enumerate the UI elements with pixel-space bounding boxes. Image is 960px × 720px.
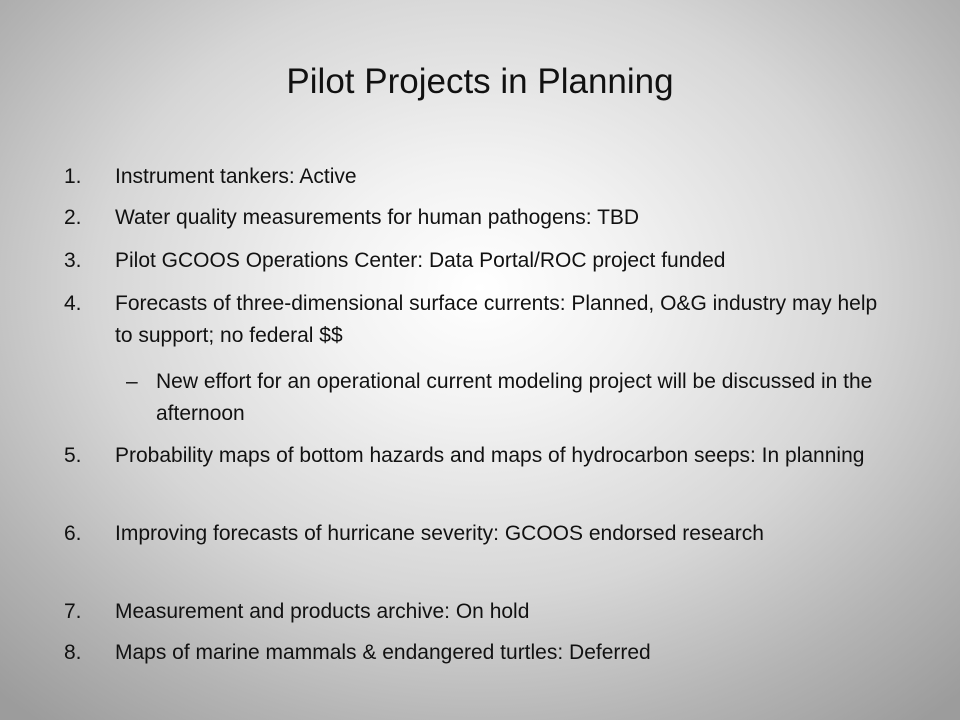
list-item-text: Improving forecasts of hurricane severity: GCOOS endorsed research bbox=[115, 522, 764, 545]
sub-list-item bbox=[126, 366, 906, 430]
list-item bbox=[64, 202, 894, 234]
list-item bbox=[64, 518, 894, 550]
list-item-number: 6. bbox=[64, 522, 82, 545]
list-item-number: 7. bbox=[64, 600, 82, 623]
list-item bbox=[64, 637, 894, 669]
sub-list-item-text: New effort for an operational current modeling project will be discussed in the afternoon bbox=[156, 370, 873, 425]
list-item bbox=[64, 245, 894, 277]
list-item-number: 3. bbox=[64, 249, 82, 272]
list-item-text: Instrument tankers: Active bbox=[115, 165, 357, 188]
list-item-number: 2. bbox=[64, 206, 82, 229]
list-item bbox=[64, 596, 894, 628]
list-item-text: Probability maps of bottom hazards and maps of hydrocarbon seeps: In planning bbox=[115, 444, 865, 467]
slide-title: Pilot Projects in Planning bbox=[286, 62, 674, 101]
list-item-text: Pilot GCOOS Operations Center: Data Portal/ROC project funded bbox=[115, 249, 726, 272]
list-item-number: 8. bbox=[64, 641, 82, 664]
list-item-text: Maps of marine mammals & endangered turtles: Deferred bbox=[115, 641, 651, 664]
list-item-number: 1. bbox=[64, 165, 82, 188]
list-item-text: Water quality measurements for human pathogens: TBD bbox=[115, 206, 640, 229]
list-item-number: 5. bbox=[64, 444, 82, 467]
list-item bbox=[64, 288, 894, 352]
list-item bbox=[64, 161, 894, 193]
dash-bullet: – bbox=[126, 370, 138, 393]
list-item-text: Forecasts of three-dimensional surface currents: Planned, O&G industry may help to support; no federal $$ bbox=[115, 292, 878, 347]
list-item-number: 4. bbox=[64, 292, 82, 315]
list-item-text: Measurement and products archive: On hold bbox=[115, 600, 530, 623]
list-item bbox=[64, 440, 894, 472]
